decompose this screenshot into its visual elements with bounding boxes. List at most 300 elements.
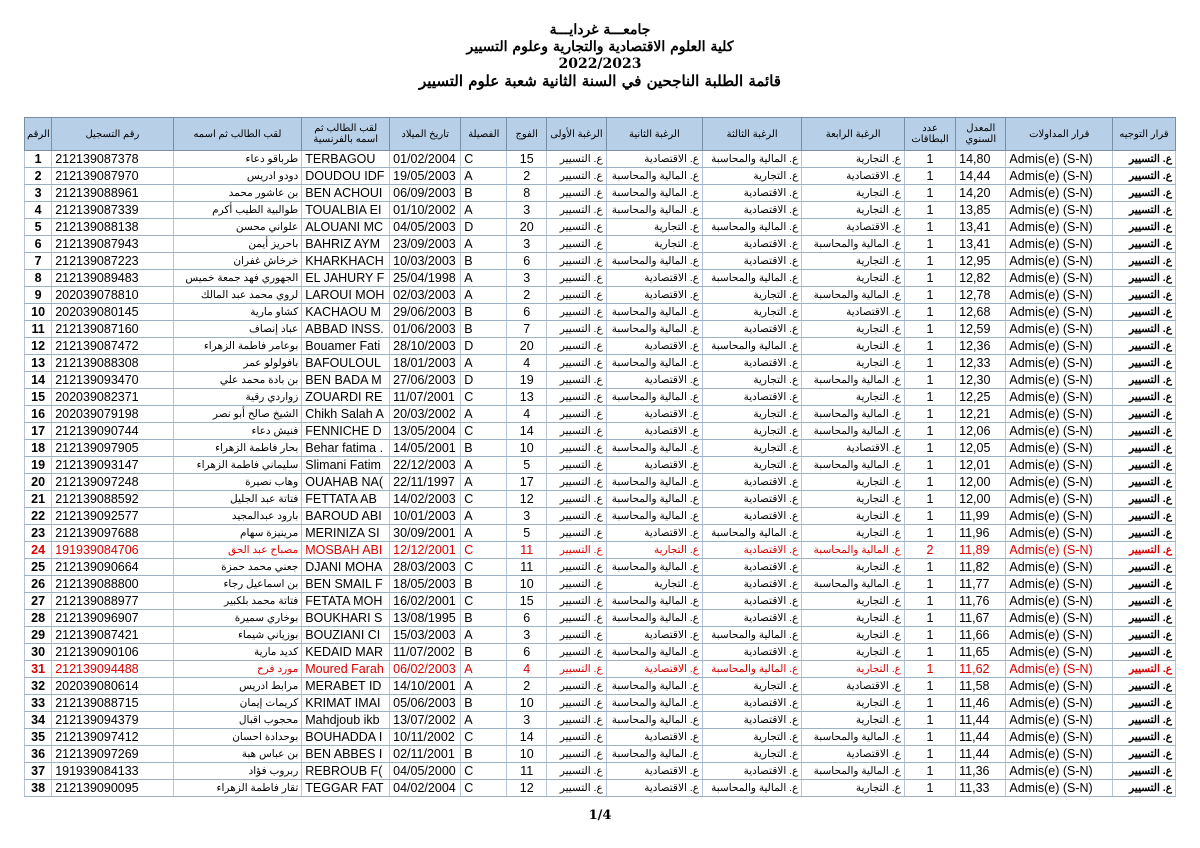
section: A: [461, 168, 507, 185]
registration-number: 212139087943: [52, 236, 173, 253]
row-number: 18: [25, 440, 52, 457]
wish-4: ع. التجارية: [802, 474, 905, 491]
registration-number: 212139088961: [52, 185, 173, 202]
annual-average: 12,06: [956, 423, 1006, 440]
group: 15: [507, 593, 547, 610]
deliberation-decision: Admis(e) (S-N): [1006, 440, 1113, 457]
wish-3: ع. الاقتصادية: [702, 559, 801, 576]
section: C: [461, 559, 507, 576]
section: B: [461, 695, 507, 712]
wish-3: ع. الاقتصادية: [702, 644, 801, 661]
birth-date: 02/03/2003: [390, 287, 461, 304]
student-name-fr: Bouamer Fati: [302, 338, 390, 355]
student-name-ar: الشيخ صالح أبو نصر: [173, 406, 302, 423]
birth-date: 13/07/2002: [390, 712, 461, 729]
birth-date: 15/03/2003: [390, 627, 461, 644]
birth-date: 22/11/1997: [390, 474, 461, 491]
row-number: 12: [25, 338, 52, 355]
faculty-name: كلية العلوم الاقتصادية والتجارية وعلوم التسيير: [466, 39, 734, 55]
birth-date: 01/10/2002: [390, 202, 461, 219]
row-number: 22: [25, 508, 52, 525]
orientation-decision: ع. التسيير: [1113, 287, 1176, 304]
col-header-group: الفوج: [507, 118, 547, 151]
student-name-fr: BAFOULOUL: [302, 355, 390, 372]
academic-year: 2022/2023: [558, 56, 642, 72]
birth-date: 05/06/2003: [390, 695, 461, 712]
row-number: 37: [25, 763, 52, 780]
wish-2: ع. المالية والمحاسبة: [606, 559, 702, 576]
student-name-fr: BEN BADA M: [302, 372, 390, 389]
cards-count: 1: [904, 185, 955, 202]
student-name-ar: فتاتة عبد الجليل: [173, 491, 302, 508]
annual-average: 11,46: [956, 695, 1006, 712]
row-number: 21: [25, 491, 52, 508]
student-name-ar: بن بادة محمد علي: [173, 372, 302, 389]
cards-count: 1: [904, 355, 955, 372]
deliberation-decision: Admis(e) (S-N): [1006, 389, 1113, 406]
table-row: [25, 355, 1176, 372]
wish-4: ع. الاقتصادية: [802, 168, 905, 185]
student-name-ar: مرينيزة سهام: [173, 525, 302, 542]
wish-2: ع. الاقتصادية: [606, 525, 702, 542]
group: 3: [507, 202, 547, 219]
wish-4: ع. التجارية: [802, 202, 905, 219]
wish-1: ع. التسيير: [547, 593, 607, 610]
section: D: [461, 219, 507, 236]
wish-3: ع. الاقتصادية: [702, 593, 801, 610]
section: A: [461, 525, 507, 542]
section: A: [461, 712, 507, 729]
student-name-ar: بن اسماعيل رجاء: [173, 576, 302, 593]
table-row: [25, 151, 1176, 168]
student-name-ar: بحار فاطمة الزهراء: [173, 440, 302, 457]
section: C: [461, 423, 507, 440]
wish-4: ع. التجارية: [802, 525, 905, 542]
orientation-decision: ع. التسيير: [1113, 746, 1176, 763]
orientation-decision: ع. التسيير: [1113, 440, 1176, 457]
group: 2: [507, 168, 547, 185]
row-number: 14: [25, 372, 52, 389]
wish-3: ع. الاقتصادية: [702, 474, 801, 491]
row-number: 31: [25, 661, 52, 678]
orientation-decision: ع. التسيير: [1113, 304, 1176, 321]
section: C: [461, 780, 507, 797]
deliberation-decision: Admis(e) (S-N): [1006, 763, 1113, 780]
wish-4: ع. التجارية: [802, 389, 905, 406]
registration-number: 212139097688: [52, 525, 173, 542]
page-number: 1/4: [588, 808, 612, 823]
cards-count: 1: [904, 559, 955, 576]
wish-2: ع. المالية والمحاسبة: [606, 508, 702, 525]
row-number: 16: [25, 406, 52, 423]
group: 4: [507, 406, 547, 423]
deliberation-decision: Admis(e) (S-N): [1006, 491, 1113, 508]
annual-average: 11,44: [956, 746, 1006, 763]
registration-number: 212139088715: [52, 695, 173, 712]
orientation-decision: ع. التسيير: [1113, 185, 1176, 202]
annual-average: 12,05: [956, 440, 1006, 457]
group: 11: [507, 542, 547, 559]
wish-2: ع. المالية والمحاسبة: [606, 355, 702, 372]
group: 13: [507, 389, 547, 406]
student-name-fr: KHARKHACH: [302, 253, 390, 270]
cards-count: 1: [904, 593, 955, 610]
deliberation-decision: Admis(e) (S-N): [1006, 423, 1113, 440]
section: C: [461, 491, 507, 508]
wish-2: ع. الاقتصادية: [606, 729, 702, 746]
row-number: 34: [25, 712, 52, 729]
annual-average: 11,44: [956, 712, 1006, 729]
wish-3: ع. التجارية: [702, 406, 801, 423]
wish-1: ع. التسيير: [547, 763, 607, 780]
table-row: [25, 440, 1176, 457]
annual-average: 11,96: [956, 525, 1006, 542]
section: A: [461, 678, 507, 695]
table-row: [25, 542, 1176, 559]
table-row: [25, 746, 1176, 763]
annual-average: 12,78: [956, 287, 1006, 304]
student-name-fr: BOUHADDA I: [302, 729, 390, 746]
wish-1: ع. التسيير: [547, 304, 607, 321]
wish-4: ع. الاقتصادية: [802, 440, 905, 457]
deliberation-decision: Admis(e) (S-N): [1006, 338, 1113, 355]
section: B: [461, 746, 507, 763]
wish-4: ع. التجارية: [802, 508, 905, 525]
annual-average: 11,62: [956, 661, 1006, 678]
birth-date: 12/12/2001: [390, 542, 461, 559]
wish-3: ع. المالية والمحاسبة: [702, 270, 801, 287]
wish-3: ع. الاقتصادية: [702, 389, 801, 406]
wish-4: ع. المالية والمحاسبة: [802, 457, 905, 474]
birth-date: 28/03/2003: [390, 559, 461, 576]
registration-number: 212139088308: [52, 355, 173, 372]
group: 6: [507, 610, 547, 627]
row-number: 24: [25, 542, 52, 559]
deliberation-decision: Admis(e) (S-N): [1006, 474, 1113, 491]
cards-count: 1: [904, 270, 955, 287]
wish-1: ع. التسيير: [547, 491, 607, 508]
wish-1: ع. التسيير: [547, 712, 607, 729]
wish-3: ع. الاقتصادية: [702, 236, 801, 253]
registration-number: 202039078810: [52, 287, 173, 304]
student-name-fr: MOSBAH ABI: [302, 542, 390, 559]
student-name-fr: REBROUB F(: [302, 763, 390, 780]
wish-2: ع. المالية والمحاسبة: [606, 644, 702, 661]
wish-1: ع. التسيير: [547, 338, 607, 355]
student-name-ar: الجهوري فهد جمعة خميس: [173, 270, 302, 287]
table-row: [25, 236, 1176, 253]
wish-4: ع. المالية والمحاسبة: [802, 729, 905, 746]
birth-date: 04/02/2004: [390, 780, 461, 797]
table-row: [25, 627, 1176, 644]
annual-average: 11,66: [956, 627, 1006, 644]
orientation-decision: ع. التسيير: [1113, 355, 1176, 372]
student-name-fr: LAROUI MOH: [302, 287, 390, 304]
group: 6: [507, 304, 547, 321]
wish-2: ع. الاقتصادية: [606, 270, 702, 287]
section: D: [461, 338, 507, 355]
section: D: [461, 372, 507, 389]
student-name-fr: MERABET ID: [302, 678, 390, 695]
group: 11: [507, 763, 547, 780]
birth-date: 14/10/2001: [390, 678, 461, 695]
cards-count: 1: [904, 321, 955, 338]
wish-3: ع. الاقتصادية: [702, 202, 801, 219]
group: 10: [507, 576, 547, 593]
student-name-ar: مرابط ادريس: [173, 678, 302, 695]
wish-3: ع. الاقتصادية: [702, 712, 801, 729]
student-name-ar: مصباح عبد الحق: [173, 542, 302, 559]
cards-count: 1: [904, 576, 955, 593]
section: B: [461, 440, 507, 457]
student-name-fr: Chikh Salah A: [302, 406, 390, 423]
section: A: [461, 661, 507, 678]
deliberation-decision: Admis(e) (S-N): [1006, 644, 1113, 661]
orientation-decision: ع. التسيير: [1113, 219, 1176, 236]
row-number: 9: [25, 287, 52, 304]
group: 19: [507, 372, 547, 389]
wish-2: ع. الاقتصادية: [606, 338, 702, 355]
wish-1: ع. التسيير: [547, 440, 607, 457]
annual-average: 14,20: [956, 185, 1006, 202]
birth-date: 13/08/1995: [390, 610, 461, 627]
cards-count: 1: [904, 729, 955, 746]
annual-average: 11,65: [956, 644, 1006, 661]
orientation-decision: ع. التسيير: [1113, 168, 1176, 185]
section: A: [461, 355, 507, 372]
table-row: [25, 559, 1176, 576]
student-name-ar: دودو ادريس: [173, 168, 302, 185]
birth-date: 14/02/2003: [390, 491, 461, 508]
group: 4: [507, 355, 547, 372]
registration-number: 212139090106: [52, 644, 173, 661]
wish-2: ع. المالية والمحاسبة: [606, 678, 702, 695]
section: A: [461, 406, 507, 423]
section: A: [461, 270, 507, 287]
section: B: [461, 321, 507, 338]
wish-1: ع. التسيير: [547, 270, 607, 287]
group: 12: [507, 780, 547, 797]
wish-1: ع. التسيير: [547, 423, 607, 440]
orientation-decision: ع. التسيير: [1113, 661, 1176, 678]
student-name-ar: تقار فاطمة الزهراء: [173, 780, 302, 797]
group: 20: [507, 219, 547, 236]
col-header-wish-1: الرغبة الأولى: [547, 118, 607, 151]
student-name-fr: Moured Farah: [302, 661, 390, 678]
student-name-fr: OUAHAB NA(: [302, 474, 390, 491]
col-header-registration: رقم التسجيل: [52, 118, 173, 151]
group: 3: [507, 270, 547, 287]
orientation-decision: ع. التسيير: [1113, 389, 1176, 406]
orientation-decision: ع. التسيير: [1113, 678, 1176, 695]
annual-average: 14,80: [956, 151, 1006, 168]
section: B: [461, 576, 507, 593]
group: 4: [507, 661, 547, 678]
wish-2: ع. المالية والمحاسبة: [606, 695, 702, 712]
wish-4: ع. التجارية: [802, 661, 905, 678]
wish-2: ع. المالية والمحاسبة: [606, 253, 702, 270]
student-name-ar: مورد فرح: [173, 661, 302, 678]
wish-1: ع. التسيير: [547, 746, 607, 763]
wish-1: ع. التسيير: [547, 678, 607, 695]
table-row: [25, 695, 1176, 712]
wish-2: ع. المالية والمحاسبة: [606, 712, 702, 729]
group: 12: [507, 491, 547, 508]
orientation-decision: ع. التسيير: [1113, 729, 1176, 746]
row-number: 29: [25, 627, 52, 644]
wish-2: ع. الاقتصادية: [606, 457, 702, 474]
wish-4: ع. التجارية: [802, 627, 905, 644]
students-table: [24, 117, 1176, 797]
wish-4: ع. الاقتصادية: [802, 219, 905, 236]
orientation-decision: ع. التسيير: [1113, 406, 1176, 423]
registration-number: 212139088800: [52, 576, 173, 593]
registration-number: 202039079198: [52, 406, 173, 423]
birth-date: 01/02/2004: [390, 151, 461, 168]
row-number: 27: [25, 593, 52, 610]
wish-4: ع. التجارية: [802, 270, 905, 287]
table-row: [25, 474, 1176, 491]
cards-count: 1: [904, 457, 955, 474]
table-row: [25, 593, 1176, 610]
student-name-fr: BEN SMAIL F: [302, 576, 390, 593]
registration-number: 212139097905: [52, 440, 173, 457]
wish-2: ع. الاقتصادية: [606, 661, 702, 678]
registration-number: 212139096907: [52, 610, 173, 627]
wish-4: ع. التجارية: [802, 355, 905, 372]
group: 8: [507, 185, 547, 202]
student-name-ar: وهاب نصيرة: [173, 474, 302, 491]
deliberation-decision: Admis(e) (S-N): [1006, 185, 1113, 202]
cards-count: 1: [904, 712, 955, 729]
registration-number: 212139090744: [52, 423, 173, 440]
birth-date: 19/05/2003: [390, 168, 461, 185]
wish-4: ع. المالية والمحاسبة: [802, 576, 905, 593]
wish-1: ع. التسيير: [547, 559, 607, 576]
orientation-decision: ع. التسيير: [1113, 491, 1176, 508]
wish-1: ع. التسيير: [547, 219, 607, 236]
wish-1: ع. التسيير: [547, 644, 607, 661]
col-header-name-ar: لقب الطالب ثم اسمه: [173, 118, 302, 151]
table-row: [25, 491, 1176, 508]
birth-date: 30/09/2001: [390, 525, 461, 542]
cards-count: 1: [904, 372, 955, 389]
wish-4: ع. التجارية: [802, 338, 905, 355]
row-number: 23: [25, 525, 52, 542]
group: 20: [507, 338, 547, 355]
birth-date: 22/12/2003: [390, 457, 461, 474]
group: 5: [507, 457, 547, 474]
cards-count: 1: [904, 423, 955, 440]
student-name-fr: FETATA MOH: [302, 593, 390, 610]
student-name-ar: محجوب اقبال: [173, 712, 302, 729]
student-name-fr: EL JAHURY F: [302, 270, 390, 287]
wish-3: ع. المالية والمحاسبة: [702, 525, 801, 542]
table-row: [25, 202, 1176, 219]
orientation-decision: ع. التسيير: [1113, 423, 1176, 440]
cards-count: 1: [904, 406, 955, 423]
wish-3: ع. الاقتصادية: [702, 355, 801, 372]
wish-1: ع. التسيير: [547, 695, 607, 712]
registration-number: 212139088977: [52, 593, 173, 610]
cards-count: 1: [904, 508, 955, 525]
wish-1: ع. التسيير: [547, 185, 607, 202]
wish-3: ع. المالية والمحاسبة: [702, 219, 801, 236]
wish-3: ع. الاقتصادية: [702, 491, 801, 508]
birth-date: 10/01/2003: [390, 508, 461, 525]
registration-number: 212139093147: [52, 457, 173, 474]
birth-date: 04/05/2000: [390, 763, 461, 780]
student-name-fr: ALOUANI MC: [302, 219, 390, 236]
table-row: [25, 661, 1176, 678]
registration-number: 212139092577: [52, 508, 173, 525]
cards-count: 1: [904, 151, 955, 168]
annual-average: 11,58: [956, 678, 1006, 695]
table-row: [25, 287, 1176, 304]
table-row: [25, 508, 1176, 525]
student-name-fr: MERINIZA SI: [302, 525, 390, 542]
wish-3: ع. المالية والمحاسبة: [702, 661, 801, 678]
annual-average: 12,01: [956, 457, 1006, 474]
wish-2: ع. المالية والمحاسبة: [606, 202, 702, 219]
group: 6: [507, 644, 547, 661]
row-number: 2: [25, 168, 52, 185]
birth-date: 23/09/2003: [390, 236, 461, 253]
student-name-ar: بن عاشور محمد: [173, 185, 302, 202]
wish-1: ع. التسيير: [547, 661, 607, 678]
section: C: [461, 389, 507, 406]
cards-count: 1: [904, 440, 955, 457]
wish-4: ع. التجارية: [802, 695, 905, 712]
orientation-decision: ع. التسيير: [1113, 338, 1176, 355]
wish-1: ع. التسيير: [547, 287, 607, 304]
student-name-ar: كديد مارية: [173, 644, 302, 661]
cards-count: 1: [904, 389, 955, 406]
wish-2: ع. الاقتصادية: [606, 287, 702, 304]
annual-average: 12,25: [956, 389, 1006, 406]
annual-average: 11,33: [956, 780, 1006, 797]
wish-3: ع. التجارية: [702, 423, 801, 440]
col-header-average: المعدل السنوي: [956, 118, 1006, 151]
orientation-decision: ع. التسيير: [1113, 610, 1176, 627]
table-header-row: [25, 118, 1176, 151]
table-row: [25, 576, 1176, 593]
birth-date: 04/05/2003: [390, 219, 461, 236]
orientation-decision: ع. التسيير: [1113, 763, 1176, 780]
section: C: [461, 729, 507, 746]
wish-4: ع. التجارية: [802, 780, 905, 797]
orientation-decision: ع. التسيير: [1113, 780, 1176, 797]
row-number: 26: [25, 576, 52, 593]
wish-1: ع. التسيير: [547, 253, 607, 270]
birth-date: 16/02/2001: [390, 593, 461, 610]
student-name-fr: BAROUD ABI: [302, 508, 390, 525]
group: 3: [507, 627, 547, 644]
orientation-decision: ع. التسيير: [1113, 576, 1176, 593]
annual-average: 11,67: [956, 610, 1006, 627]
student-name-fr: TOUALBIA EI: [302, 202, 390, 219]
section: A: [461, 202, 507, 219]
orientation-decision: ع. التسيير: [1113, 202, 1176, 219]
orientation-decision: ع. التسيير: [1113, 151, 1176, 168]
student-name-ar: لروي محمد عبد المالك: [173, 287, 302, 304]
orientation-decision: ع. التسيير: [1113, 593, 1176, 610]
wish-3: ع. الاقتصادية: [702, 508, 801, 525]
deliberation-decision: Admis(e) (S-N): [1006, 202, 1113, 219]
section: A: [461, 508, 507, 525]
birth-date: 06/09/2003: [390, 185, 461, 202]
student-name-fr: BAHRIZ AYM: [302, 236, 390, 253]
